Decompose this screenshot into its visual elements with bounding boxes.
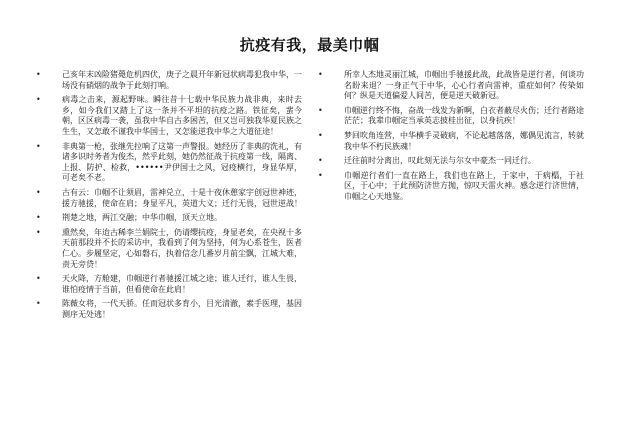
document-title: 抗疫有我，最美巾帼 (239, 36, 380, 54)
bullet-icon: • (318, 70, 323, 79)
paragraph-text: 己亥年末凶险猪薨危机四伏，庚子之晨开年新冠状病毒犯我中华，一场没有硝烟的战争于此刻打响。 (62, 70, 302, 90)
list-item (36, 274, 302, 295)
paragraph-text: 巾帼逆行者们一直在路上，我们也在路上，于家中，于病榻，于社区，于心中；于此预防济世方抛，惊叹天雷火神。感念逆行济世情，巾帼之心天地鉴。 (344, 170, 584, 201)
bullet-icon: • (318, 130, 323, 140)
bullet-icon: • (36, 227, 41, 237)
bullet-icon: • (318, 170, 323, 180)
bullet-icon: • (318, 156, 323, 166)
list-item (318, 131, 584, 152)
paragraph-text: 陈薇女将，一代天骄。任而冠状多育小，目光清澈，素手医理，基因测序无处逃！ (62, 299, 302, 319)
list-item (36, 299, 302, 320)
list-item (318, 171, 584, 203)
bullet-icon: • (36, 213, 41, 223)
list-item (36, 70, 302, 91)
paragraph-text: 梦回吹角连营，中华横手灵破病，不论起越落落，娜偶见流言，转就我中华不朽民族魂！ (344, 130, 584, 151)
list-item (36, 228, 302, 270)
paragraph-text: 巾帼逆行终不悔，奋战一线发为新啊，白衣者蔽尽火伤；迁行者路途茫茫；我辈巾帼定当承英志披桂出征，以身抗疾！ (344, 105, 584, 126)
bullet-icon: • (36, 95, 41, 105)
list-item (36, 95, 302, 137)
list-item (318, 70, 584, 102)
paragraph-text: 天火降，方舱建，巾帼逆行者驰援江城之途；谁人迁行，谁人生畏，谁怕疫情于当前，但看使命在此肩！ (62, 274, 302, 294)
paragraph-text: 古有云：巾帼不让须眉，雷神兑立，十是十夜休憩家宇创冠世神迹，援方驰援，使命在肩；身显平凡，英道大义；迁行无畏，冠世逆战！ (62, 187, 302, 208)
paragraph-text: 迁往前时分离出，叹此刻无法与尔女中豪杰一同迁行。 (344, 156, 536, 166)
paragraph-text: 非典第一枪，张继先拉响了这第一声警报。她经历了非典的洗礼，有诸多识时务者为俊杰，然乎此刻，她仍然征战于抗疫第一线，隔离、上报、防护、检救，••••••尹伊国士之风，冠疫横行，身显华厚，可老矣不老。 (62, 141, 302, 183)
list-item (318, 106, 584, 127)
left-column (36, 70, 302, 324)
right-column (318, 70, 584, 207)
bullet-icon: • (36, 141, 41, 151)
bullet-icon: • (36, 274, 41, 284)
bullet-icon: • (318, 105, 323, 115)
paragraph-text: 荆楚之地，两江交融；中华巾帼，顶天立地。 (62, 213, 222, 223)
paragraph-text: 病毒之击来，源起野味。瞬往昔十七载中华民族力战非典，来时去乡，如今我们又踏上了这一条并不平坦的抗疫之路。铁征矣，蜚今朝，区区病毒一袭，虽我中华自古多困苦，但又岂可独我华夏民族之生生，又怎敢不谨我中华国士，又怎能逆我中华之大道征途！ (62, 95, 302, 136)
bullet-icon: • (36, 187, 41, 197)
bullet-icon: • (36, 70, 41, 79)
bullet-icon: • (36, 299, 41, 309)
list-item (36, 142, 302, 184)
paragraph-text: 所幸人杰地灵丽江城，巾帼出手驰援此战，此战皆是逆行者，何谈功名盼来退？一身正气于中华，心心行者向雷神，重症如何？传染如何？纵是天道偏爱人间苦，便是逆天破新冠。 (344, 70, 584, 101)
list-item (318, 156, 584, 167)
paragraph-text: 熏然矣，年迨古稀李兰娟院士，仍请缨抗疫，身显老矣，在央视十多天前那段并不长的采访中，我看到了何为坚持，何为心系苍生，医者仁心。步履坚定，心如磐石，执着信念几番岁月前尘飘，江城大难，责无旁贷！ (62, 227, 302, 269)
list-item (36, 188, 302, 209)
list-item (36, 213, 302, 224)
